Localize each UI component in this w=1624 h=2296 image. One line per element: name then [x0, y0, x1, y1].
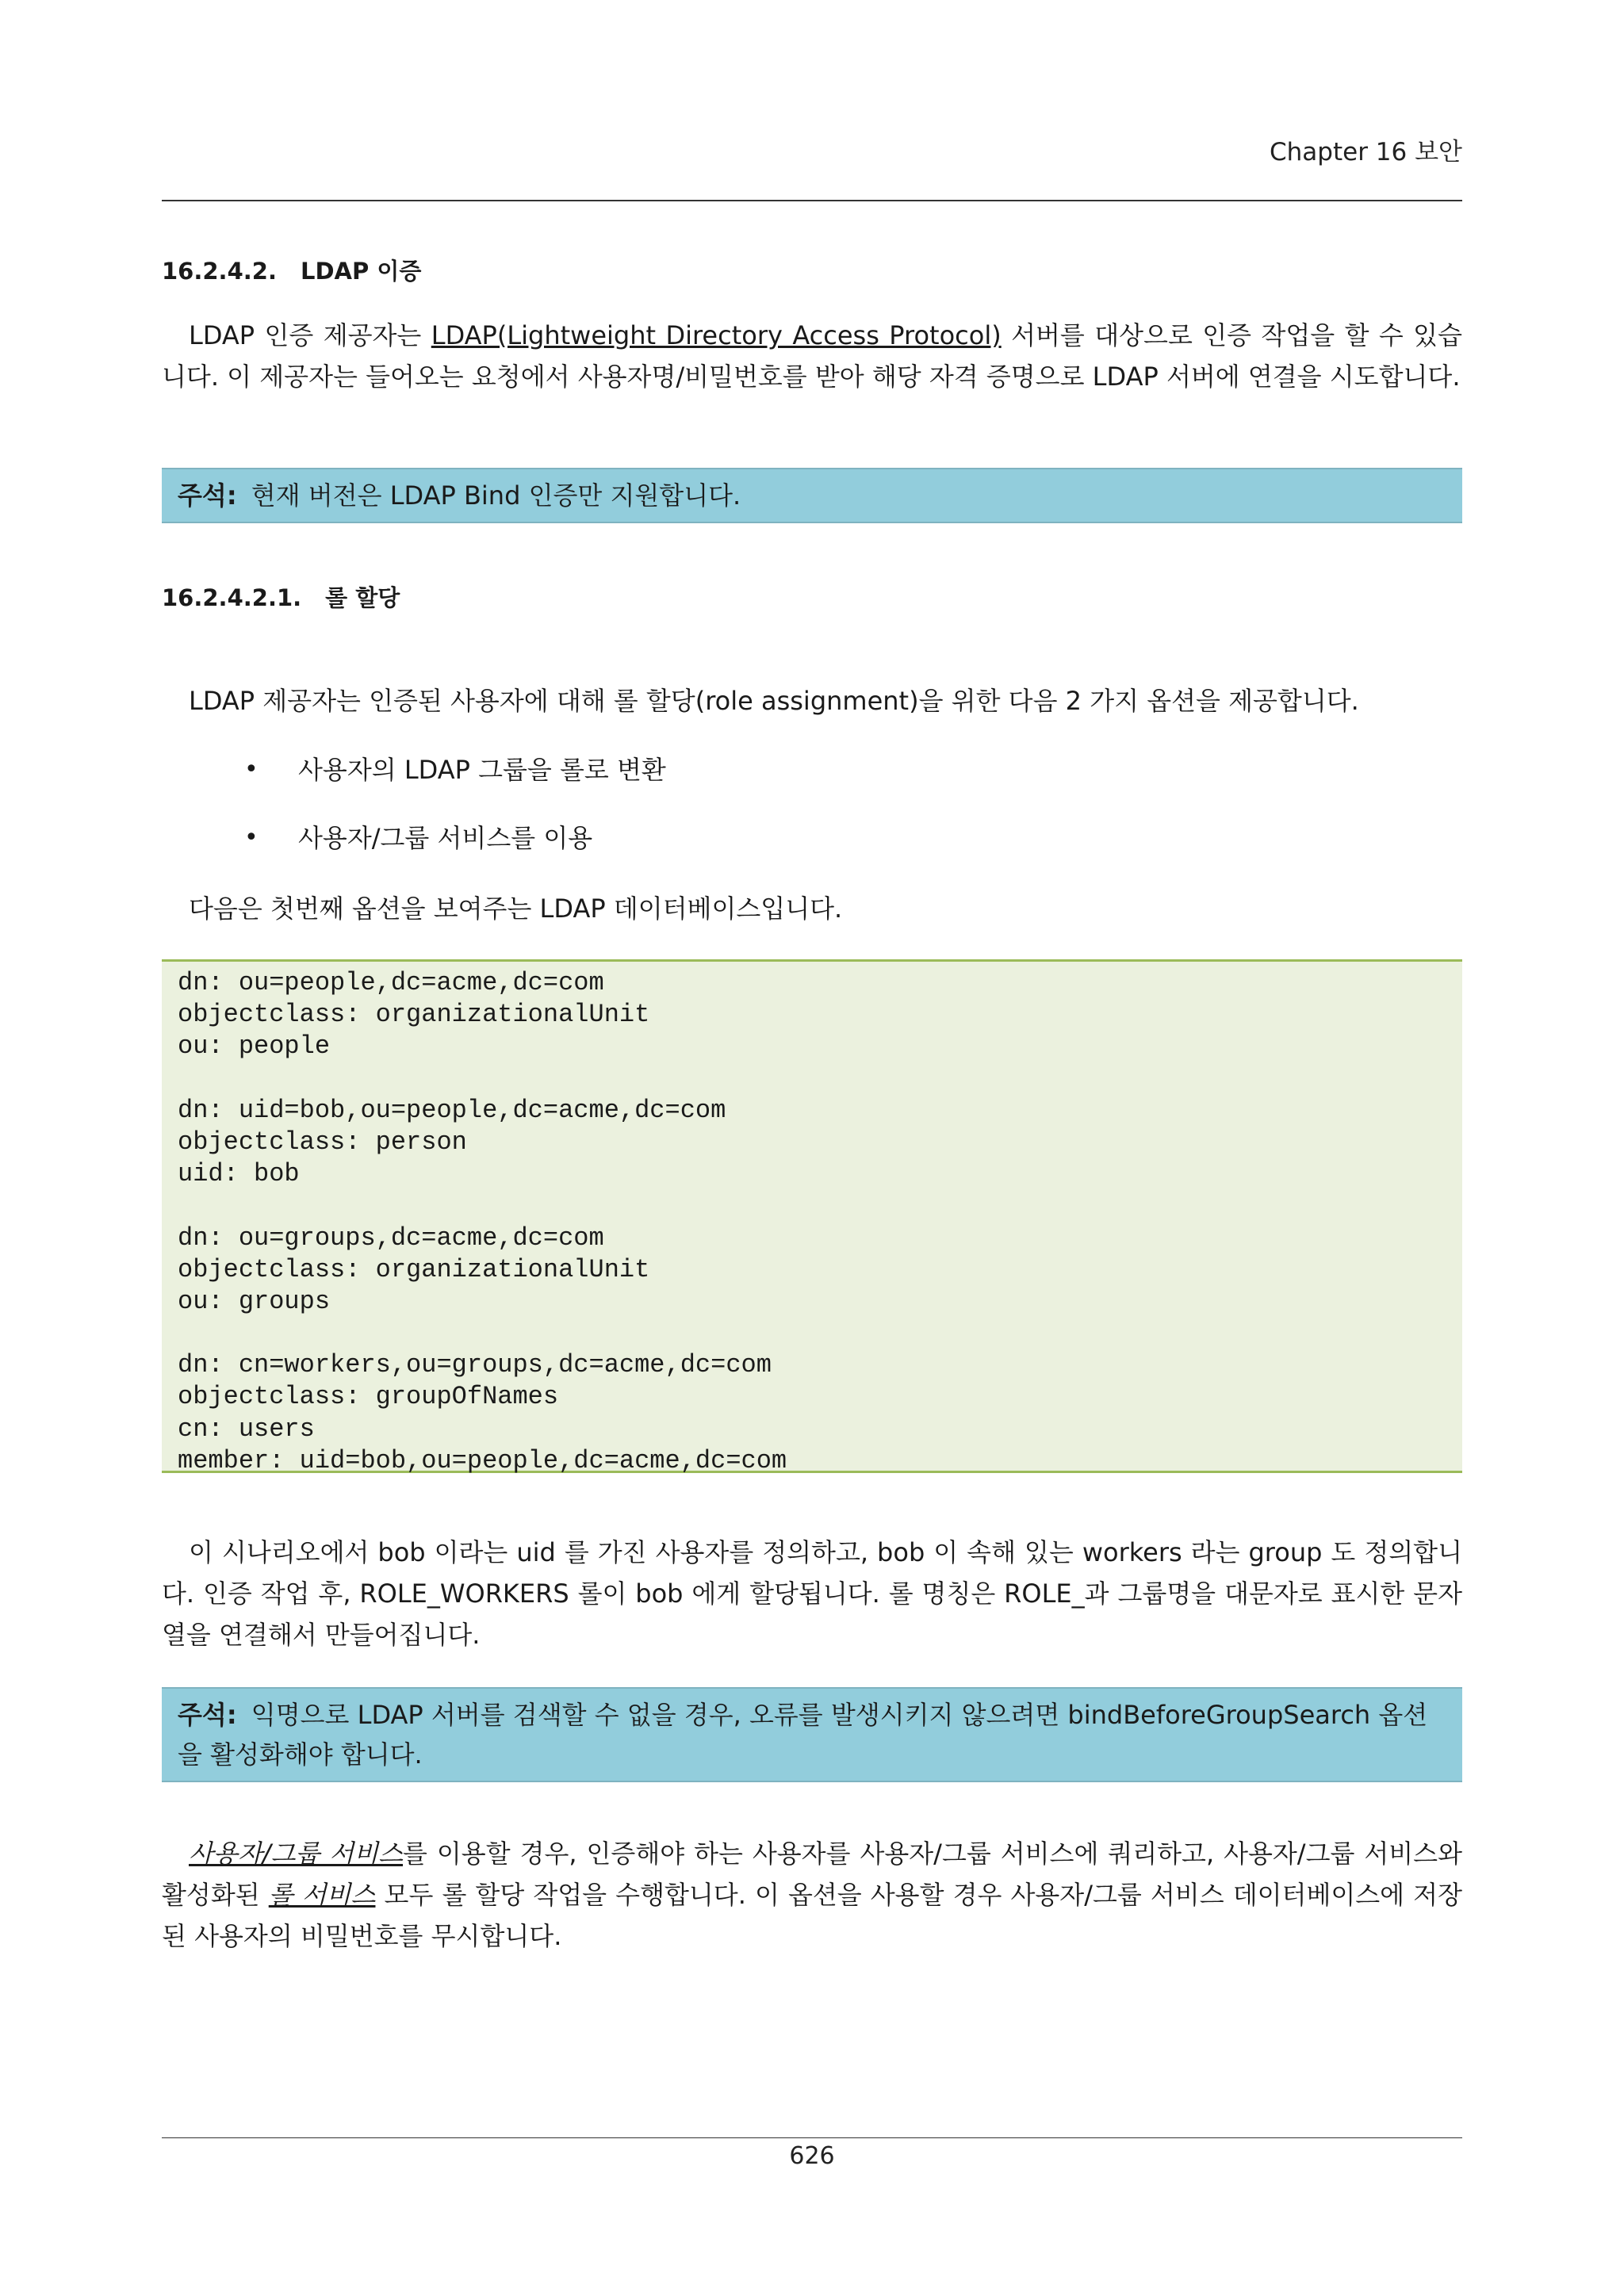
note-lead: 주석:	[178, 480, 237, 511]
code-line: objectclass: organizationalUnit	[178, 1254, 650, 1284]
section-number: 16.2.4.2.	[162, 258, 277, 285]
role-service-link[interactable]: 롤 서비스	[268, 1880, 376, 1910]
footer-rule	[162, 2137, 1462, 2138]
code-line: dn: ou=people,dc=acme,dc=com	[178, 968, 604, 997]
code-line	[178, 1190, 1446, 1222]
code-line: member: uid=bob,ou=people,dc=acme,dc=com	[178, 1445, 787, 1475]
ldif-code-block	[162, 959, 1462, 1473]
code-line: dn: cn=workers,ou=groups,dc=acme,dc=com	[178, 1350, 772, 1380]
list-item-text: 사용자/그룹 서비스를 이용	[298, 823, 593, 853]
code-line: uid: bob	[178, 1159, 300, 1189]
code-intro-text: 다음은 첫번째 옵션을 보여주는 LDAP 데이터베이스입니다.	[189, 894, 843, 924]
page-number: 626	[789, 2142, 835, 2170]
role-assignment-intro: LDAP 제공자는 인증된 사용자에 대해 롤 할당(role assignment)을 위한 다음 2 가지 옵션을 제공합니다.	[189, 686, 1359, 716]
list-item	[162, 804, 1462, 872]
note-box-bind	[162, 468, 1462, 523]
bullet-icon: •	[244, 824, 259, 851]
code-line: objectclass: organizationalUnit	[178, 1000, 650, 1030]
list-item	[162, 736, 1462, 804]
note-text: 현재 버전은 LDAP Bind 인증만 지원합니다.	[251, 480, 741, 511]
note-box-group-search	[162, 1687, 1462, 1782]
code-line: objectclass: person	[178, 1127, 467, 1157]
subsection-number: 16.2.4.2.1.	[162, 584, 302, 611]
code-line	[178, 1063, 1446, 1095]
user-group-service-link[interactable]: 사용자/그룹 서비스	[189, 1839, 404, 1869]
ldap-link[interactable]: LDAP(Lightweight Directory Access Protocol)	[431, 320, 1002, 350]
chapter-header: Chapter 16 보안	[1270, 138, 1462, 166]
code-line: dn: uid=bob,ou=people,dc=acme,dc=com	[178, 1095, 726, 1125]
final-text-part1: 를 이용할 경우, 인증해야 하는 사용자를 사용자/그룹 서비스에 쿼리하고, 사용자/그룹 서비스와 활성화된	[162, 1839, 1462, 1910]
intro-text-post: 서버를 대상으로 인증 작업을 할 수 있습니다. 이 제공자는 들어오는 요청에서 사용자명/비밀번호를 받아 해당 자격 증명으로 LDAP 서버에 연결을 시도합니다.	[162, 320, 1463, 392]
code-line: ou: people	[178, 1031, 331, 1062]
section-heading	[162, 254, 421, 286]
final-text-part2: 모두 롤 할당 작업을 수행합니다. 이 옵션을 사용할 경우 사용자/그룹 서비스 데이터베이스에 저장된 사용자의 비밀번호를 무시합니다.	[162, 1880, 1462, 1951]
note-text: 익명으로 LDAP 서버를 검색할 수 없을 경우, 오류를 발생시키지 않으려면 bindBeforeGroupSearch 옵션을 활성화해야 합니다.	[178, 1700, 1428, 1770]
code-line: objectclass: groupOfNames	[178, 1382, 559, 1412]
subsection-title: 롤 할당	[325, 584, 400, 611]
option-list	[162, 736, 1462, 872]
code-line: cn: users	[178, 1414, 315, 1444]
code-line: ou: groups	[178, 1286, 331, 1316]
subsection-heading	[162, 580, 400, 613]
user-group-service-paragraph	[162, 1833, 1462, 1957]
code-line	[178, 1318, 1446, 1349]
scenario-paragraph: 이 시나리오에서 bob 이라는 uid 를 가진 사용자를 정의하고, bob 이 속해 있는 workers 라는 group 도 정의합니다. 인증 작업 후, ROLE_WORKERS 롤이 bob 에게 할당됩니다. 롤 명칭은 ROLE_과 그룹명을 대문자로 표시한 문자열을 연결해서 만들어집니다.	[162, 1537, 1462, 1650]
note-lead: 주석:	[178, 1700, 237, 1730]
bullet-icon: •	[244, 756, 259, 783]
code-line: dn: ou=groups,dc=acme,dc=com	[178, 1223, 604, 1253]
intro-text-pre: LDAP 인증 제공자는	[189, 320, 431, 350]
section-title: LDAP 이증	[300, 258, 422, 285]
header-rule	[162, 200, 1462, 201]
section-intro-paragraph	[162, 315, 1462, 397]
list-item-text: 사용자의 LDAP 그룹을 롤로 변환	[298, 755, 666, 785]
